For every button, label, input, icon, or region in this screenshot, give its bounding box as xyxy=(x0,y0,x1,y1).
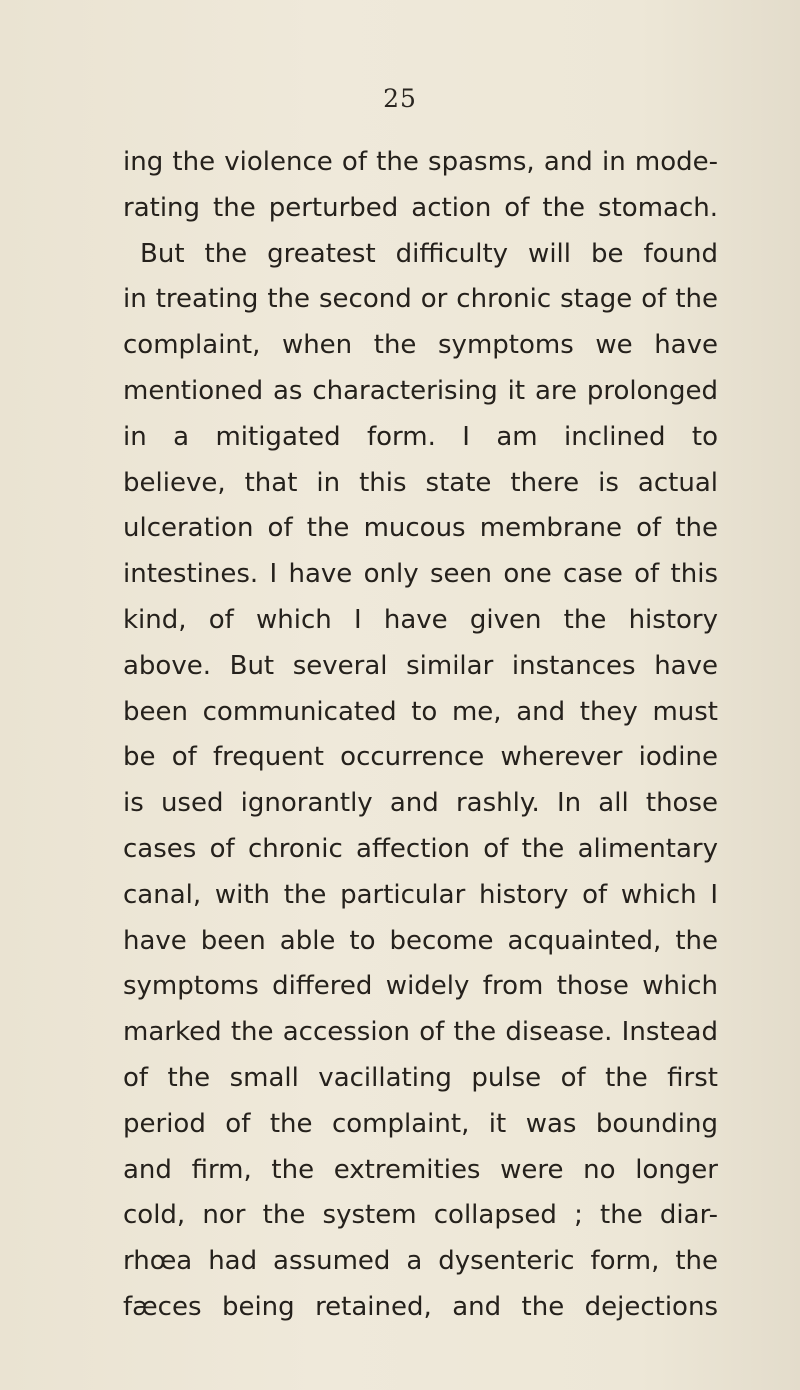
text-line: ing the violence of the spasms, and in mode- xyxy=(123,147,718,177)
text-line: complaint, when the symptoms we have xyxy=(123,330,718,361)
body-text xyxy=(123,140,718,1331)
text-line: been communicated to me, and they must xyxy=(123,696,718,727)
text-line: in treating the second or chronic stage of the xyxy=(123,284,718,315)
text-line: marked the accession of the disease. Instead xyxy=(123,1017,718,1048)
text-line: fæces being retained, and the dejections xyxy=(123,1291,718,1322)
text-line: But the greatest difficulty will be found xyxy=(140,238,718,269)
text-line: canal, with the particular history of which I xyxy=(123,879,718,910)
text-line: cold, nor the system collapsed ; the diar- xyxy=(123,1200,718,1231)
text-line: of the small vacillating pulse of the first xyxy=(123,1062,718,1093)
page-number: 25 xyxy=(383,84,417,113)
text-line: ulceration of the mucous membrane of the xyxy=(123,513,718,544)
text-line: period of the complaint, it was bounding xyxy=(123,1108,718,1139)
text-line: intestines. I have only seen one case of this xyxy=(123,559,718,590)
text-line: be of frequent occurrence wherever iodine xyxy=(123,742,718,773)
text-line: cases of chronic affection of the alimentary xyxy=(123,833,718,864)
text-line: mentioned as characterising it are prolonged xyxy=(123,375,718,406)
text-line: symptoms differed widely from those which xyxy=(123,971,718,1002)
text-line: above. But several similar instances have xyxy=(123,650,718,681)
text-line: kind, of which I have given the history xyxy=(123,604,718,635)
text-line: in a mitigated form. I am inclined to xyxy=(123,421,718,452)
text-line: rhœa had assumed a dysenteric form, the xyxy=(123,1246,718,1277)
text-line: believe, that in this state there is actual xyxy=(123,467,718,498)
text-line: is used ignorantly and rashly. In all those xyxy=(123,788,718,819)
text-line: have been able to become acquainted, the xyxy=(123,925,718,956)
text-line: and firm, the extremities were no longer xyxy=(123,1154,718,1185)
text-line: rating the perturbed action of the stomach. xyxy=(123,192,718,223)
